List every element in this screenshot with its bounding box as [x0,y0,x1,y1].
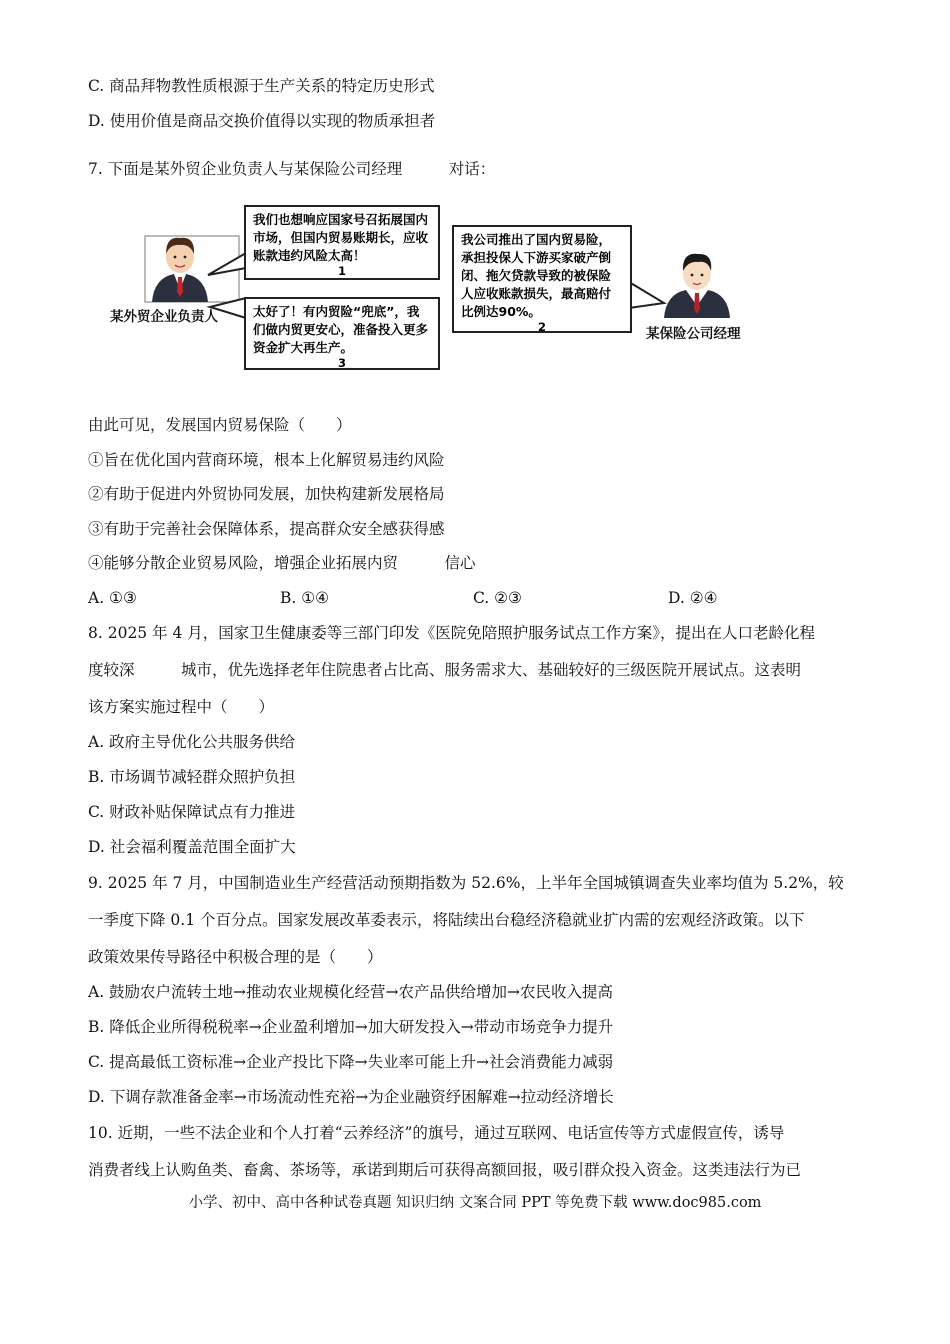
question-8-line-3: 该方案实施过程中（ ） [88,698,275,716]
statement-3: ③有助于完善社会保障体系，提高群众安全感获得感 [88,520,445,538]
q8-option-d: D. 社会福利覆盖范围全面扩大 [88,838,296,856]
left-person-caption: 某外贸企业负责人 [110,309,218,325]
right-person-caption: 某保险公司经理 [646,326,741,342]
question-9-line-1: 9. 2025 年 7 月，中国制造业生产经营活动预期指数为 52.6%，上半年全国城镇调查失业率均值为 5.2%，较 [88,874,844,892]
bubble-2-text: 我公司推出了国内贸易险，承担投保人下游买家破产倒闭、拖欠贷款导致的被保险人应收账款损失，最高赔付比例达90%。 [461,232,612,319]
q7-option-c: C. ②③ [473,589,522,607]
page-footer: 小学、初中、高中各种试卷真题 知识归纳 文案合同 PPT 等免费下载 www.doc985.com [188,1195,762,1211]
bubble-2-tail [629,282,664,308]
question-7-title: 7. 下面是某外贸企业负责人与某保险公司经理 对话： [88,160,496,178]
q9-option-c: C. 提高最低工资标准→企业产投比下降→失业率可能上升→社会消费能力减弱 [88,1053,614,1071]
option-c-line: C. 商品拜物教性质根源于生产关系的特定历史形式 [88,77,435,95]
q8-option-a: A. 政府主导优化公共服务供给 [88,733,296,751]
bubble-1-text: 我们也想响应国家号召拓展国内市场，但国内贸易账期长，应收账款违约风险太高！ [253,212,429,263]
q9-option-b: B. 降低企业所得税税率→企业盈利增加→加大研发投入→带动市场竞争力提升 [88,1018,614,1036]
question-10-line-1: 10. 近期，一些不法企业和个人打着“云养经济”的旗号，通过互联网、电话宣传等方式虚假宣传，诱导 [88,1124,785,1142]
q9-option-d: D. 下调存款准备金率→市场流动性充裕→为企业融资纾困解难→拉动经济增长 [88,1088,614,1106]
question-9-line-2: 一季度下降 0.1 个百分点。国家发展改革委表示，将陆续出台稳经济稳就业扩内需的宏观经济政策。以下 [88,911,805,929]
speech-bubble-3 [244,297,440,370]
bubble-3-number: 3 [337,356,346,370]
q7-option-b: B. ①④ [280,589,330,607]
statement-2: ②有助于促进内外贸协同发展，加快构建新发展格局 [88,485,445,503]
bubble-2-number: 2 [537,320,546,334]
statement-1: ①旨在优化国内营商环境，根本上化解贸易违约风险 [88,451,445,469]
bubble-3-text: 太好了！有内贸险“兜底”，我们做内贸更安心，准备投入更多资金扩大再生产。 [253,304,429,355]
q8-option-b: B. 市场调节减轻群众照护负担 [88,768,296,786]
speech-bubble-2 [452,225,632,333]
question-8-line-1: 8. 2025 年 4 月，国家卫生健康委等三部门印发《医院免陪照护服务试点工作方案》，提出在人口老龄化程 [88,624,816,642]
bubble-1-number: 1 [337,264,346,278]
question-9-line-3: 政策效果传导路径中积极合理的是（ ） [88,948,383,966]
question-7-stem: 由此可见，发展国内贸易保险（ ） [88,416,352,434]
speech-bubble-1 [244,205,440,280]
manager-icon [664,254,730,318]
q9-option-a: A. 鼓励农户流转土地→推动农业规模化经营→农产品供给增加→农民收入提高 [88,983,614,1001]
q7-option-d: D. ②④ [668,589,718,607]
q8-option-c: C. 财政补贴保障试点有力推进 [88,803,296,821]
statement-4: ④能够分散企业贸易风险，增强企业拓展内贸 信心 [88,554,476,572]
question-10-line-2: 消费者线上认购鱼类、畜禽、茶场等，承诺到期后可获得高额回报，吸引群众投入资金。这类违法行为已 [88,1161,802,1179]
question-8-line-2: 度较深 城市，优先选择老年住院患者占比高、服务需求大、基础较好的三级医院开展试点。这表明 [88,661,802,679]
option-d-line: D. 使用价值是商品交换价值得以实现的物质承担者 [88,112,436,130]
q7-option-a: A. ①③ [88,589,137,607]
